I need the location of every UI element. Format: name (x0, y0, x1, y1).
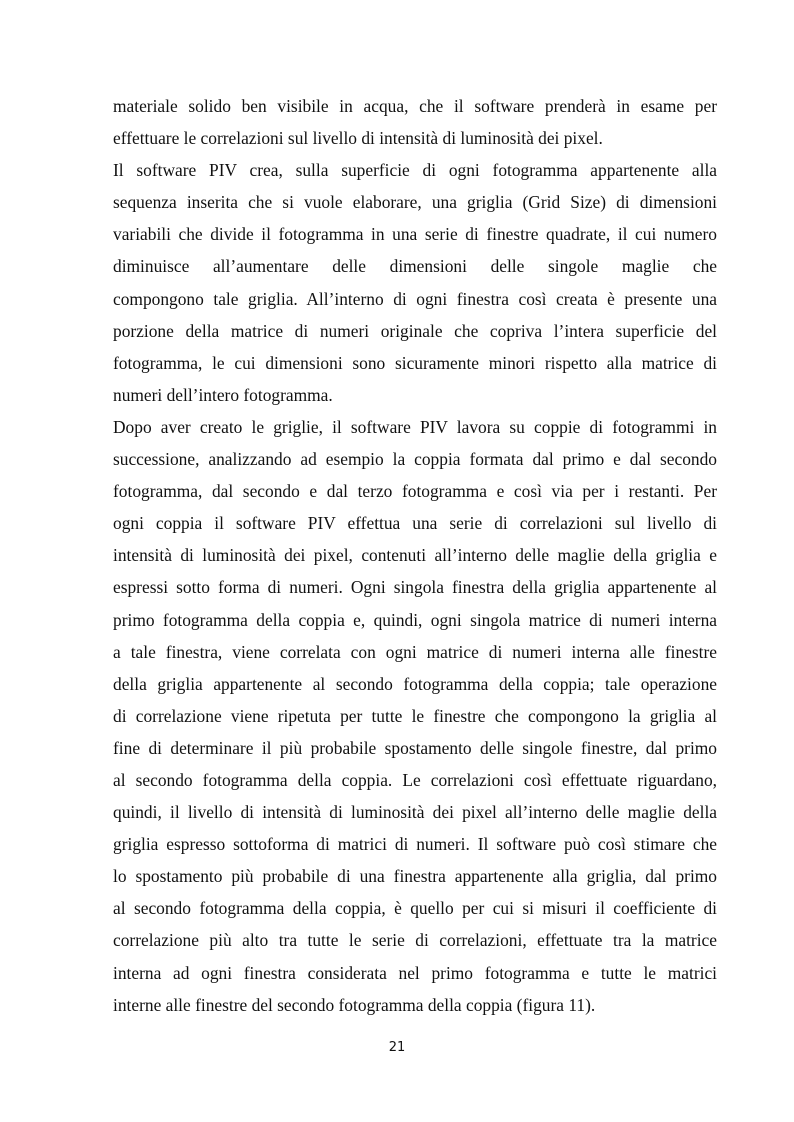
page-number: 21 (388, 1040, 406, 1055)
text-line: di correlazione viene ripetuta per tutte le finestre che compongono la griglia al (113, 705, 717, 726)
paragraph-2 (113, 154, 717, 411)
text-line: numeri dell’intero fotogramma. (113, 384, 333, 405)
text-line: intensità di luminosità dei pixel, contenuti all’interno delle maglie della griglia e (113, 545, 717, 566)
text-line: Il software PIV crea, sulla superficie di ogni fotogramma appartenente alla (113, 160, 717, 181)
text-line: variabili che divide il fotogramma in una serie di finestre quadrate, il cui numero (113, 224, 717, 245)
text-line: correlazione più alto tra tutte le serie di correlazioni, effettuate tra la matrice (113, 930, 717, 951)
text-line: materiale solido ben visibile in acqua, che il software prenderà in esame per (113, 96, 717, 116)
text-line: al secondo fotogramma della coppia. Le correlazioni così effettuate riguardano, (113, 769, 717, 790)
text-line: quindi, il livello di intensità di luminosità dei pixel all’interno delle maglie della (113, 802, 717, 823)
text-line: a tale finestra, viene correlata con ogni matrice di numeri interna alle finestre (113, 641, 717, 662)
text-line: della griglia appartenente al secondo fotogramma della coppia; tale operazione (113, 673, 717, 694)
text-line: effettuare le correlazioni sul livello di intensità di luminosità dei pixel. (113, 128, 603, 149)
text-line: diminuisce all’aumentare delle dimensioni delle singole maglie che (113, 256, 717, 277)
text-line: lo spostamento più probabile di una finestra appartenente alla griglia, dal primo (113, 866, 717, 887)
body-text (113, 90, 717, 1021)
text-line: griglia espresso sottoforma di matrici di numeri. Il software può così stimare che (113, 834, 717, 855)
text-line: sequenza inserita che si vuole elaborare, una griglia (Grid Size) di dimensioni (113, 192, 717, 213)
text-line: porzione della matrice di numeri originale che copriva l’intera superficie del (113, 320, 717, 341)
text-line: fotogramma, dal secondo e dal terzo fotogramma e così via per i restanti. Per (113, 481, 717, 502)
text-line: ogni coppia il software PIV effettua una serie di correlazioni sul livello di (113, 513, 717, 534)
paragraph-3 (113, 411, 717, 1021)
text-line: successione, analizzando ad esempio la coppia formata dal primo e dal secondo (113, 449, 717, 470)
text-line: interne alle finestre del secondo fotogramma della coppia (figura 11). (113, 994, 596, 1015)
text-line: fine di determinare il più probabile spostamento delle singole finestre, dal primo (113, 737, 717, 758)
text-line: espressi sotto forma di numeri. Ogni singola finestra della griglia appartenente al (113, 577, 717, 598)
text-line: al secondo fotogramma della coppia, è quello per cui si misuri il coefficiente di (113, 898, 717, 919)
paragraph-1 (113, 90, 717, 154)
text-line: Dopo aver creato le griglie, il software PIV lavora su coppie di fotogrammi in (113, 416, 717, 437)
text-line: interna ad ogni finestra considerata nel primo fotogramma e tutte le matrici (113, 962, 717, 983)
text-line: fotogramma, le cui dimensioni sono sicuramente minori rispetto alla matrice di (113, 352, 717, 373)
text-line: primo fotogramma della coppia e, quindi, ogni singola matrice di numeri interna (113, 609, 717, 630)
text-line: compongono tale griglia. All’interno di ogni finestra così creata è presente una (113, 288, 717, 309)
